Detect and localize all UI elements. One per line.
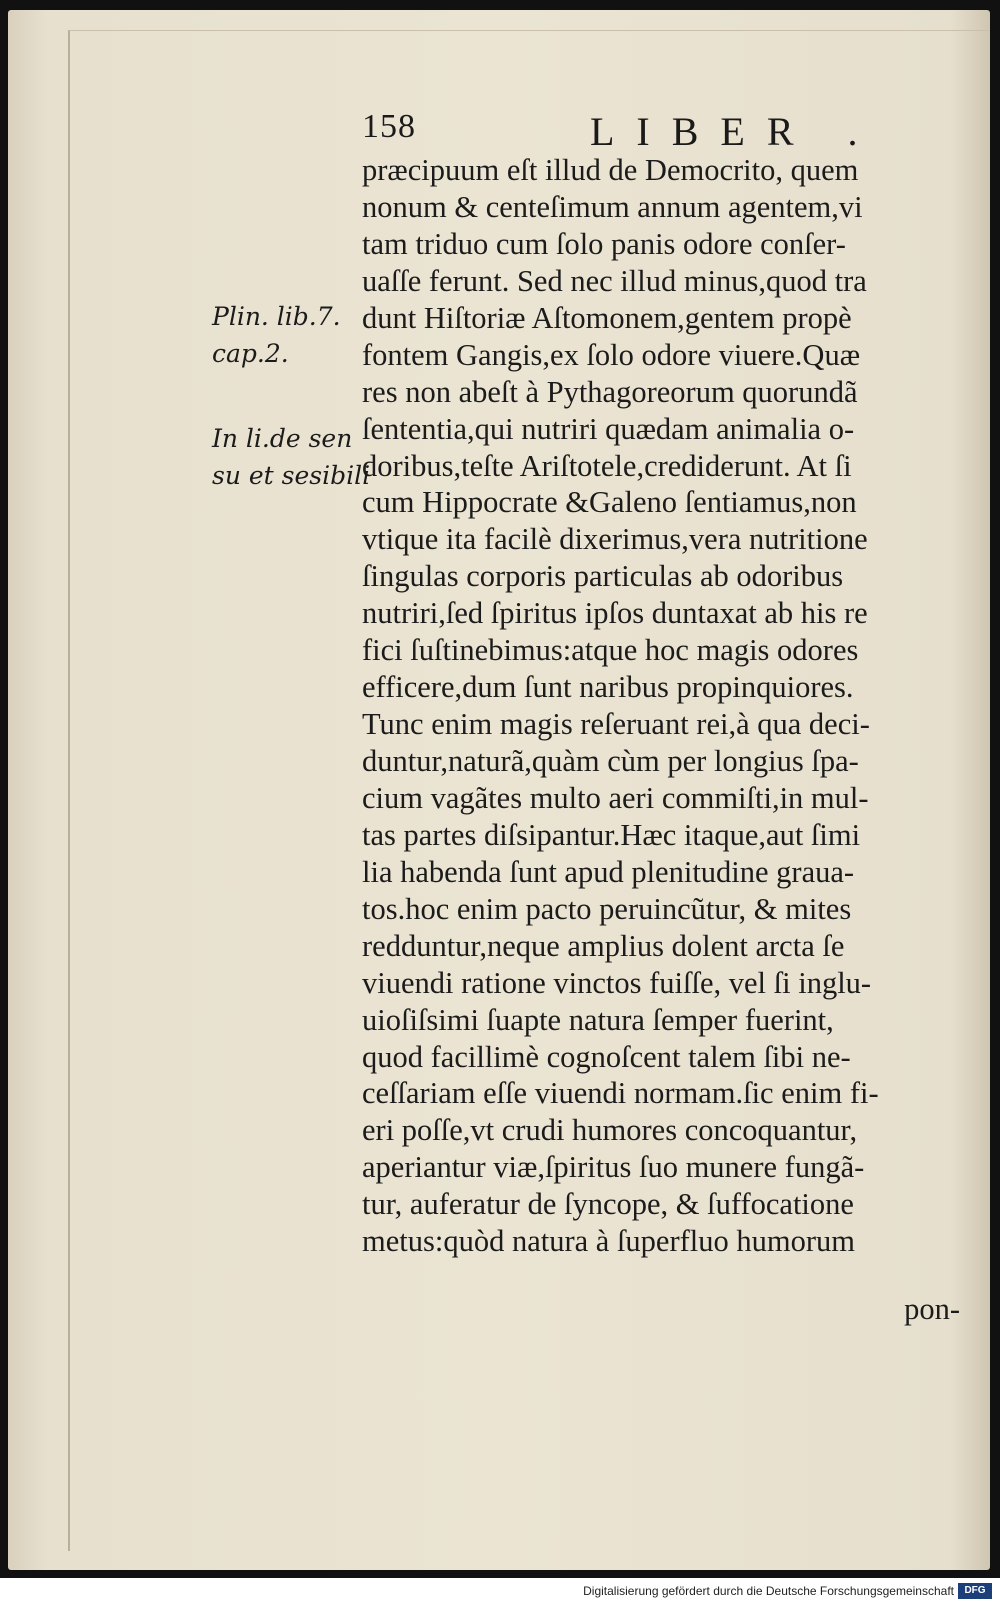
text-line: duntur,naturã,quàm cùm per longius ſpa- [362, 744, 859, 778]
text-line: dunt Hiſtoriæ Aſtomonem,gentem propè [362, 300, 852, 335]
text-line: tur, auferatur de ſyncope, & ſuffocatione [362, 1187, 854, 1222]
text-line: nonum & centeſimum annum agentem,vi [362, 189, 863, 224]
footer-credit: Digitalisierung gefördert durch die Deutsche Forschungsgemeinschaft [583, 1584, 954, 1598]
text-line: lia habenda ſunt apud plenitudine graua- [362, 854, 855, 889]
text-line: ſingulas corporis particulas ab odoribus [362, 559, 844, 594]
marginal-note-aristotle [212, 420, 371, 494]
text-line: ſententia,qui nutriri quædam animalia o- [362, 411, 855, 446]
text-line: præcipuum eſt illud de Democrito, quem [362, 153, 859, 187]
body-text [362, 152, 972, 1260]
text-line: ceſſariam eſſe viuendi normam.ſic enim fi- [362, 1076, 879, 1111]
text-line: Tunc enim magis reſeruant rei,à qua deci- [362, 707, 870, 742]
text-line: vtique ita facilè dixerimus,vera nutritione [362, 522, 868, 557]
text-line: metus:quòd natura à ſuperfluo humorum [362, 1224, 855, 1259]
text-line: uaſſe ferunt. Sed nec illud minus,quod tra [362, 263, 867, 298]
text-line: uioſiſsimi ſuapte natura ſemper fuerint, [362, 1002, 834, 1037]
catchword: pon- [904, 1292, 960, 1326]
marginal-note-line: Plin. lib.7. [212, 302, 341, 331]
text-line: aperiantur viæ,ſpiritus ſuo munere fungã- [362, 1150, 865, 1185]
marginal-note-line: su et sesibili [212, 461, 371, 490]
text-line: tas partes diſsipantur.Hæc itaque,aut ſimi [362, 817, 861, 852]
marginal-note-pliny [212, 298, 362, 372]
text-line: fici ſuſtinebimus:atque hoc magis odores [362, 633, 859, 668]
text-line: eri poſſe,vt crudi humores concoquantur, [362, 1113, 858, 1148]
text-line: doribus,teſte Ariſtotele,crediderunt. At ſi [362, 448, 852, 483]
marginal-note-line: cap.2. [212, 339, 289, 368]
running-head: LIBER . [590, 109, 880, 154]
text-line: nutriri,ſed ſpiritus ipſos duntaxat ab his re [362, 596, 868, 631]
dfg-logo: DFG [958, 1583, 992, 1599]
text-line: quod facillimè cognoſcent talem ſibi ne- [362, 1039, 851, 1074]
text-line: efficere,dum ſunt naribus propinquiores. [362, 670, 854, 705]
text-line: tam triduo cum ſolo panis odore conſer- [362, 226, 846, 261]
text-line: cum Hippocrate &Galeno ſentiamus,non [362, 485, 857, 520]
text-line: res non abeſt à Pythagoreorum quorundã [362, 374, 858, 409]
text-line: fontem Gangis,ex ſolo odore viuere.Quæ [362, 337, 861, 372]
text-line: redduntur,neque amplius dolent arcta ſe [362, 928, 845, 963]
text-line: tos.hoc enim pacto peruincũtur, & mites [362, 891, 852, 926]
page-header [362, 108, 962, 158]
text-line: viuendi ratione vinctos fuiſſe, vel ſi inglu- [362, 965, 872, 1000]
marginal-note-line: In li.de sen [212, 424, 353, 453]
page-number: 158 [362, 108, 416, 145]
text-line: cium vagãtes multo aeri commiſti,in mul- [362, 780, 869, 815]
